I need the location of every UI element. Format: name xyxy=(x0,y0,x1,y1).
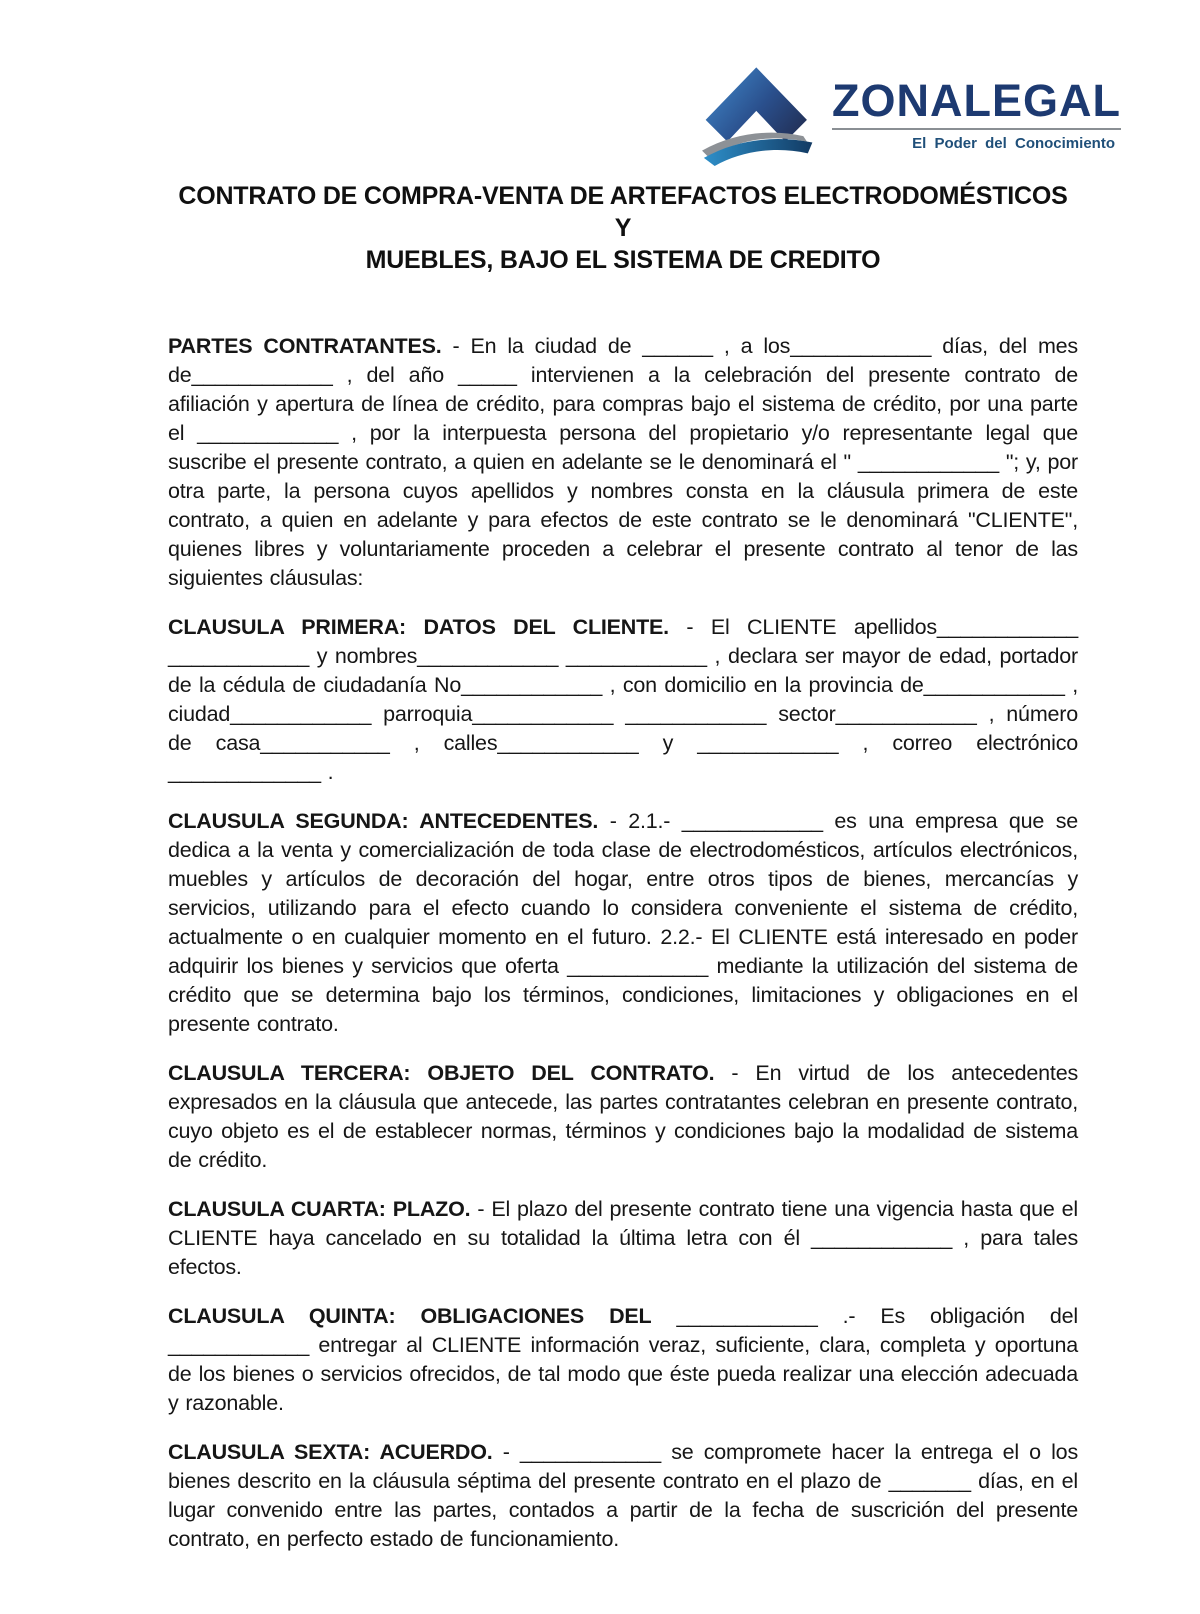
paragraph-clausula-cuarta xyxy=(168,1195,1078,1282)
zonalegal-wordmark: ZONALEGAL xyxy=(832,78,1121,130)
document-title xyxy=(168,180,1078,276)
clause-heading: CLAUSULA PRIMERA: DATOS DEL CLIENTE. xyxy=(168,615,669,639)
paragraph-clausula-sexta xyxy=(168,1438,1078,1554)
paragraph-clausula-segunda xyxy=(168,807,1078,1039)
clause-body: - 2.1.- ____________ es una empresa que se dedica a la venta y comercialización de toda clase de electrodomésticos, artículos electrónicos, muebles y artículos de decoración del hogar, entre otros tipos de bienes, mercancías y servicios, utilizando para el efecto cuando lo considera conveniente el sistema de crédito, actualmente o en cualquier momento en el futuro. 2.2.- El CLIENTE está interesado en poder adquirir los bienes y servicios que oferta ____________ mediante la utilización del sistema de crédito que se determina bajo los términos, condiciones, limitaciones y obligaciones en el presente contrato. xyxy=(168,809,1079,1036)
zonalegal-logo xyxy=(700,62,1121,166)
clause-heading: CLAUSULA SEGUNDA: ANTECEDENTES. xyxy=(168,809,599,833)
logo-text-block xyxy=(832,62,1121,152)
document-title-line1: CONTRATO DE COMPRA-VENTA DE ARTEFACTOS ELECTRODOMÉSTICOS Y xyxy=(178,182,1068,242)
clause-heading: CLAUSULA CUARTA: PLAZO. xyxy=(168,1197,471,1221)
paragraph-partes-contratantes xyxy=(168,332,1078,593)
clause-heading: CLAUSULA TERCERA: OBJETO DEL CONTRATO. xyxy=(168,1061,715,1085)
clause-heading: PARTES CONTRATANTES. xyxy=(168,334,442,358)
zonalegal-tagline: El Poder del Conocimiento xyxy=(912,135,1115,152)
clause-heading: CLAUSULA QUINTA: OBLIGACIONES DEL xyxy=(168,1304,652,1328)
document-title-line2: MUEBLES, BAJO EL SISTEMA DE CREDITO xyxy=(365,246,881,274)
paragraph-clausula-tercera xyxy=(168,1059,1078,1175)
paragraph-clausula-primera xyxy=(168,613,1078,787)
paragraph-clausula-quinta xyxy=(168,1302,1078,1418)
clause-heading: CLAUSULA SEXTA: ACUERDO. xyxy=(168,1440,493,1464)
clause-body: - El plazo del presente contrato tiene una vigencia hasta que el CLIENTE haya cancelado en su totalidad la última letra con él ____________ , para tales efectos. xyxy=(168,1197,1078,1279)
clause-body: ____________ .- Es obligación del ____________ entregar al CLIENTE información veraz, suficiente, clara, completa y oportuna de los bienes o servicios ofrecidos, de tal modo que éste pueda realizar una elección adecuada y razonable. xyxy=(168,1304,1078,1415)
clause-body: - El CLIENTE apellidos____________ ____________ y nombres____________ ____________ , declara ser mayor de edad, portador de la cédula de ciudadanía No____________ , con domicilio en la provincia de____________ , ciudad____________ parroquia____________ ____________ sector____________ , número de casa___________ , calles____________ y ____________ , correo electrónico _____________ . xyxy=(168,615,1078,784)
clause-body: - ____________ se compromete hacer la entrega el o los bienes descrito en la cláusula séptima del presente contrato en el plazo de _______ días, en el lugar convenido entre las partes, contados a partir de la fecha de suscrición del presente contrato, en perfecto estado de funcionamiento. xyxy=(168,1440,1078,1551)
clause-body: - En la ciudad de ______ , a los____________ días, del mes de____________ , del año _____ intervienen a la celebración del presente contrato de afiliación y apertura de línea de crédito, para compras bajo el sistema de crédito, por una parte el ____________ , por la interpuesta persona del propietario y/o representante legal que suscribe el presente contrato, a quien en adelante se le denominará el " ____________ "; y, por otra parte, la persona cuyos apellidos y nombres consta en la cláusula primera de este contrato, a quien en adelante y para efectos de este contrato se le denominará "CLIENTE", quienes libres y voluntariamente proceden a celebrar el presente contrato al tenor de las siguientes cláusulas: xyxy=(168,334,1078,590)
zonalegal-logo-icon xyxy=(700,62,818,166)
clause-body: - En virtud de los antecedentes expresados en la cláusula que antecede, las partes contratantes celebran en presente contrato, cuyo objeto es el de establecer normas, términos y condiciones bajo la modalidad de sistema de crédito. xyxy=(168,1061,1078,1172)
